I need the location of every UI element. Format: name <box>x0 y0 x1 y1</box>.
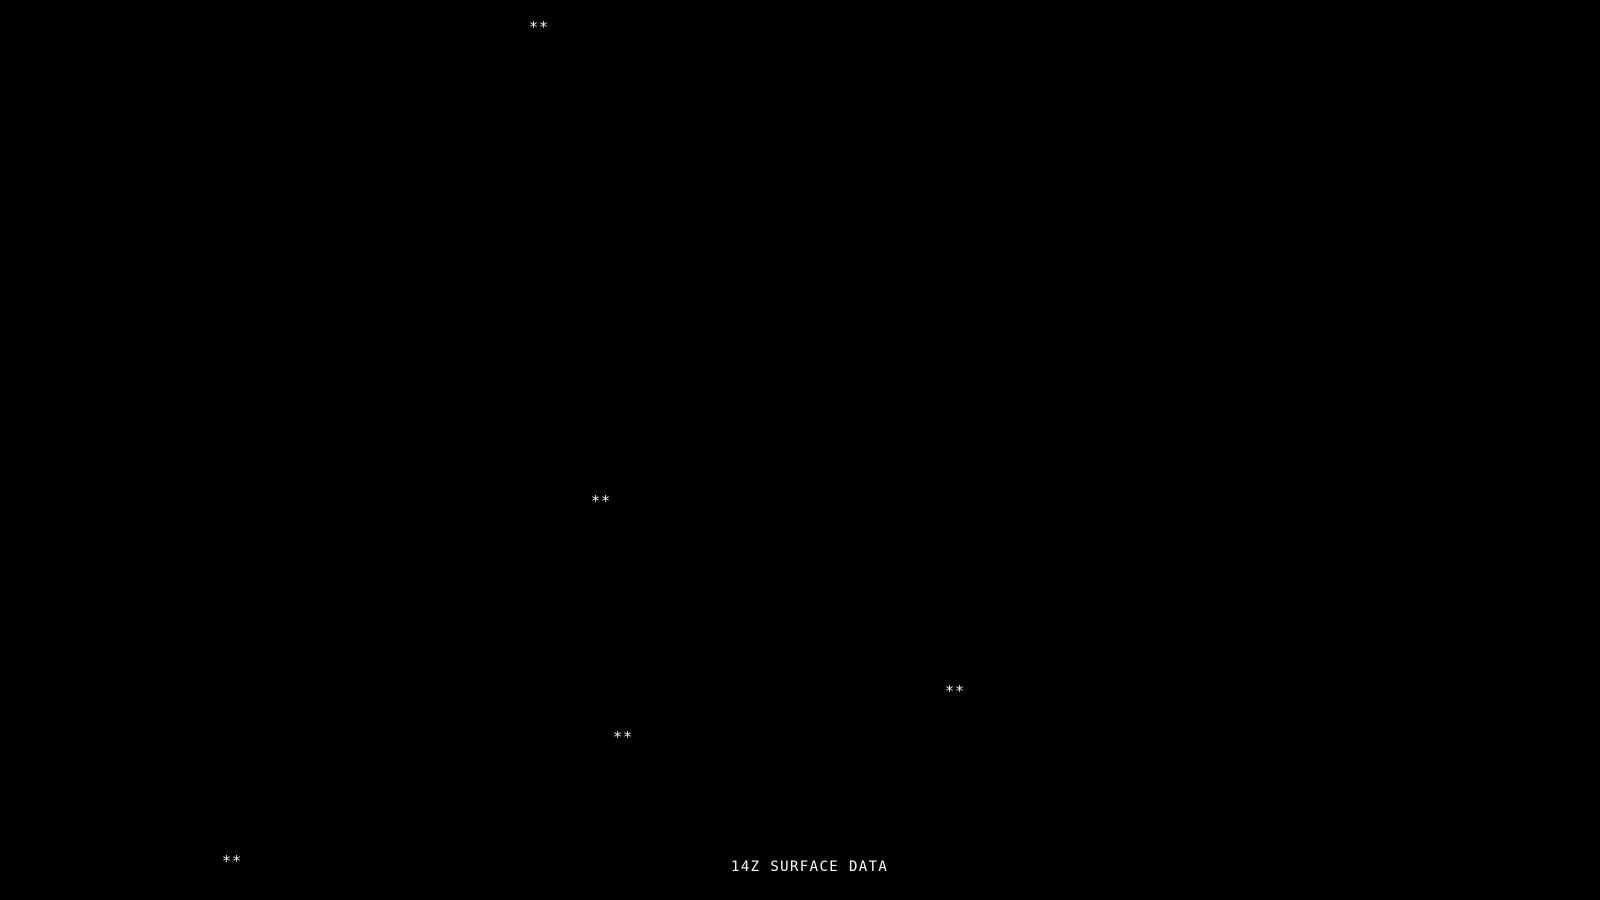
station-plot-marker: ** <box>613 728 634 746</box>
map-caption: 14Z SURFACE DATA <box>731 859 889 875</box>
station-plot-marker: ** <box>591 492 612 510</box>
station-plot-marker: ** <box>222 852 243 870</box>
station-plot-marker: ** <box>945 682 966 700</box>
station-plot-marker: ** <box>529 18 550 36</box>
